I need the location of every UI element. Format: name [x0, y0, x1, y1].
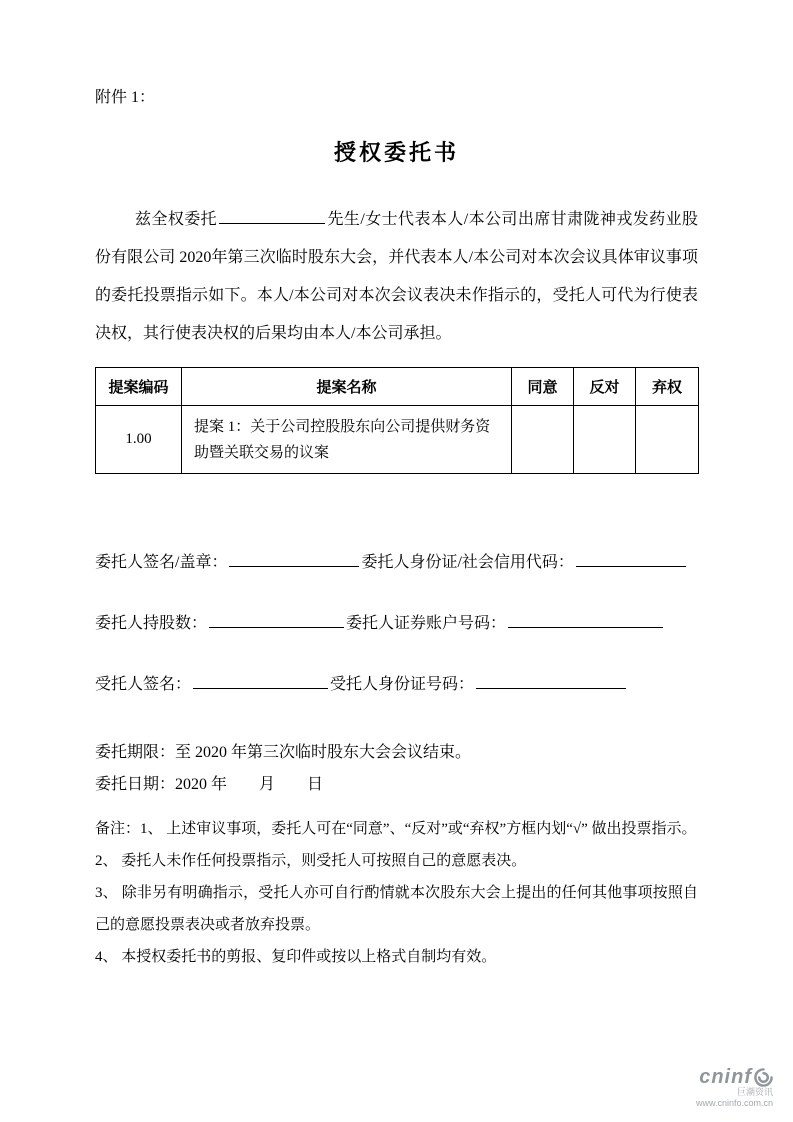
trustee-signature-blank	[193, 674, 328, 689]
table-header-row	[96, 368, 699, 406]
proposal-name-cell: 提案 1：关于公司控股股东向公司提供财务资助暨关联交易的议案	[182, 406, 512, 474]
header-proposal-name: 提案名称	[182, 368, 512, 406]
principal-shares-label: 委托人持股数：	[95, 615, 208, 632]
notes-section	[95, 813, 698, 973]
intro-paragraph	[95, 201, 698, 353]
note-2: 2、 委托人未作任何投票指示，则受托人可按照自己的意愿表决。	[95, 853, 527, 869]
page-title: 授权委托书	[333, 140, 459, 165]
vote-oppose-cell	[574, 406, 636, 474]
attorney-name-blank	[219, 209, 325, 224]
cninfo-website: www.cninfo.com.cn	[695, 1098, 773, 1108]
vote-agree-cell	[512, 406, 574, 474]
note-4: 4、 本授权委托书的剪报、复印件或按以上格式自制均有效。	[95, 949, 497, 965]
trustee-signature-label: 受托人签名：	[95, 676, 192, 693]
proposal-code-cell: 1.00	[96, 406, 182, 474]
header-vote-abstain: 弃权	[636, 368, 699, 406]
header-vote-oppose: 反对	[574, 368, 636, 406]
paragraph-lead: 兹全权委托	[135, 211, 218, 228]
cninfo-logo-text: cninf	[699, 1066, 752, 1088]
principal-account-blank	[508, 613, 663, 628]
vote-abstain-cell	[636, 406, 699, 474]
principal-signature-label: 委托人签名/盖章：	[95, 554, 228, 571]
principal-id-label: 委托人身份证/社会信用代码：	[361, 554, 574, 571]
principal-id-blank	[576, 552, 686, 567]
note-3: 3、 除非另有明确指示，受托人亦可自行酌情就本次股东大会上提出的任何其他事项按照自己的意愿投票表决或者放弃投票。	[95, 885, 698, 933]
principal-shares-row	[95, 613, 698, 634]
proxy-period-line: 委托期限：至 2020 年第三次临时股东大会会议结束。	[95, 744, 472, 761]
proxy-date-line: 委托日期：2020 年 月 日	[95, 776, 324, 793]
cninfo-swirl-icon	[754, 1068, 773, 1087]
principal-signature-row	[95, 552, 698, 573]
cninfo-logo-top	[696, 1067, 773, 1087]
paragraph-rest: 先生/女士代表本人/本公司出席甘肃陇神戎发药业股份有限公司 2020年第三次临时股东大会，并代表本人/本公司对本次会议具体审议事项的委托投票指示如下。本人/本公司对本次会议表决未作指示的，受托人可代为行使表决权，其行使表决权的后果均由本人/本公司承担。	[95, 211, 698, 342]
trustee-id-label: 受托人身份证号码：	[330, 676, 475, 693]
proposal-row	[96, 406, 699, 474]
trustee-id-blank	[476, 674, 626, 689]
trustee-signature-row	[95, 674, 698, 695]
header-vote-agree: 同意	[512, 368, 574, 406]
principal-shares-blank	[209, 613, 344, 628]
principal-signature-blank	[229, 552, 359, 567]
header-proposal-code: 提案编码	[96, 368, 182, 406]
principal-account-label: 委托人证券账户号码：	[346, 615, 507, 632]
attachment-label: 附件 1：	[95, 89, 156, 106]
cninfo-company-name: 巨潮资讯	[736, 1087, 773, 1097]
proposals-table	[95, 367, 699, 474]
cninfo-logo	[696, 1067, 773, 1109]
note-1: 备注：1、 上述审议事项，委托人可在“同意”、“反对”或“弃权”方框内划“√” 做出投票指示。	[95, 821, 697, 837]
